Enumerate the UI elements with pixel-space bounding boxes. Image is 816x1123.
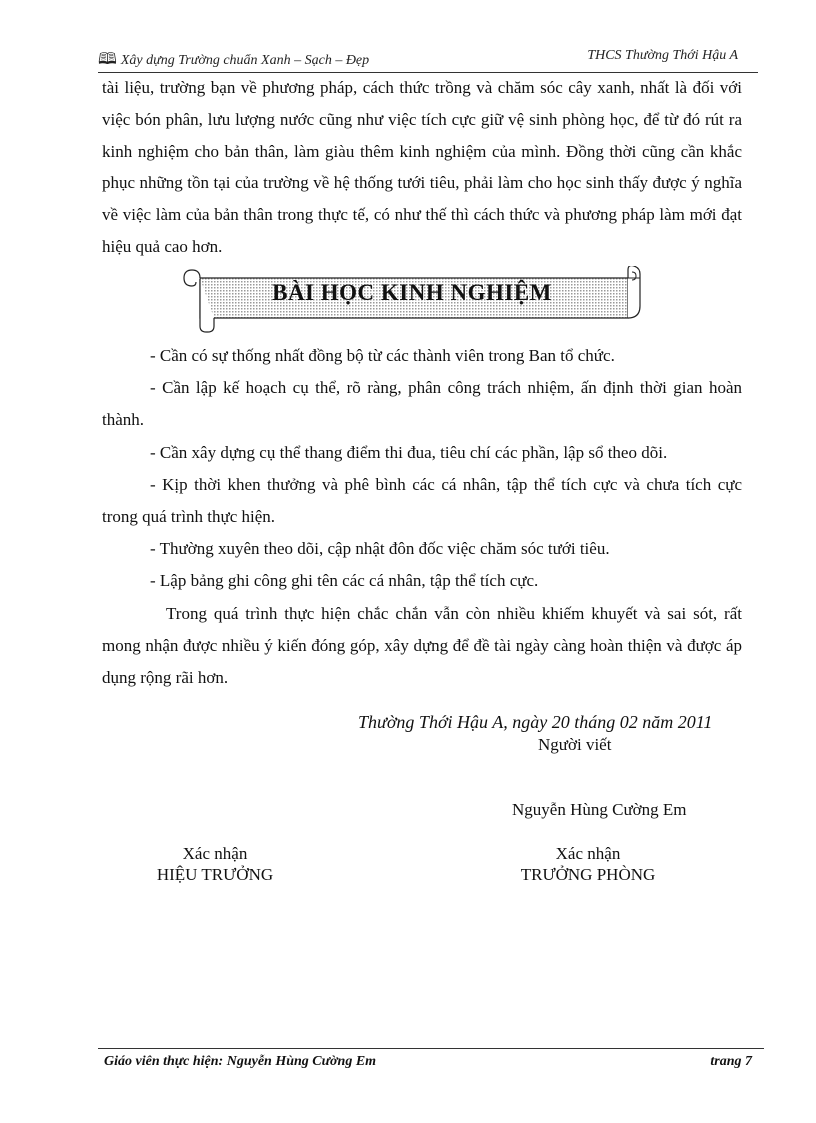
- confirmation-role: TRƯỞNG PHÒNG: [520, 865, 656, 884]
- lessons-list: [102, 340, 742, 694]
- writer-label: Người viết: [538, 735, 612, 754]
- list-item: - Lập bảng ghi công ghi tên các cá nhân, tập thể tích cực.: [150, 571, 539, 591]
- confirmation-role: HIỆU TRƯỞNG: [156, 865, 274, 884]
- section-banner: [178, 266, 646, 336]
- intro-paragraph: tài liệu, trường bạn về phương pháp, cách thức trồng và chăm sóc cây xanh, nhất là đối với việc bón phân, lưu lượng nước cũng như việc tích cực giữ vệ sinh phòng học, để từ đó rút ra kinh nghiệm cho bản thân, làm giàu thêm kinh nghiệm của mình. Đồng thời cũng cần khắc phục những tồn tại của trường về hệ thống tưới tiêu, phải làm cho học sinh thấy được ý nghĩa về việc làm của bản thân trong thực tế, có như thế thì cách thức và phương pháp làm mới đạt hiệu quả cao hơn.: [102, 78, 742, 256]
- page-number: trang 7: [710, 1054, 752, 1069]
- list-item: - Cần xây dựng cụ thể thang điểm thi đua, tiêu chí các phần, lập sổ theo dõi.: [150, 442, 668, 462]
- banner-title: BÀI HỌC KINH NGHIỆM: [272, 280, 552, 305]
- confirmation-department: [488, 843, 688, 885]
- dateline: Thường Thới Hậu A, ngày 20 tháng 02 năm 2011: [358, 712, 713, 732]
- book-icon: 🕮: [98, 51, 117, 68]
- header-right-text: THCS Thường Thới Hậu A: [587, 48, 738, 63]
- list-item: - Kịp thời khen thưởng và phê bình các cá nhân, tập thể tích cực và chưa tích cực trong quá trình thực hiện.: [102, 474, 742, 527]
- list-item: - Thường xuyên theo dõi, cập nhật đôn đốc việc chăm sóc tưới tiêu.: [150, 539, 610, 559]
- footer-divider: [98, 1048, 764, 1049]
- list-item: - Cần lập kế hoạch cụ thể, rõ ràng, phân công trách nhiệm, ấn định thời gian hoàn thành.: [102, 378, 742, 430]
- footer-author: Giáo viên thực hiện: Nguyễn Hùng Cường Em: [104, 1054, 377, 1069]
- confirmation-label: Xác nhận: [182, 844, 248, 863]
- confirmation-label: Xác nhận: [555, 844, 621, 863]
- confirmation-principal: [130, 843, 300, 885]
- list-item: - Cần có sự thống nhất đồng bộ từ các thành viên trong Ban tổ chức.: [150, 346, 615, 365]
- writer-name: Nguyễn Hùng Cường Em: [512, 800, 687, 819]
- header-left: [98, 48, 369, 75]
- header-left-text: Xây dựng Trường chuẩn Xanh – Sạch – Đẹp: [120, 53, 370, 68]
- closing-paragraph: Trong quá trình thực hiện chắc chắn vẫn còn nhiều khiếm khuyết và sai sót, rất mong nhận được nhiều ý kiến đóng góp, xây dựng để đề tài ngày càng hoàn thiện và được áp dụng rộng rãi hơn.: [102, 603, 742, 688]
